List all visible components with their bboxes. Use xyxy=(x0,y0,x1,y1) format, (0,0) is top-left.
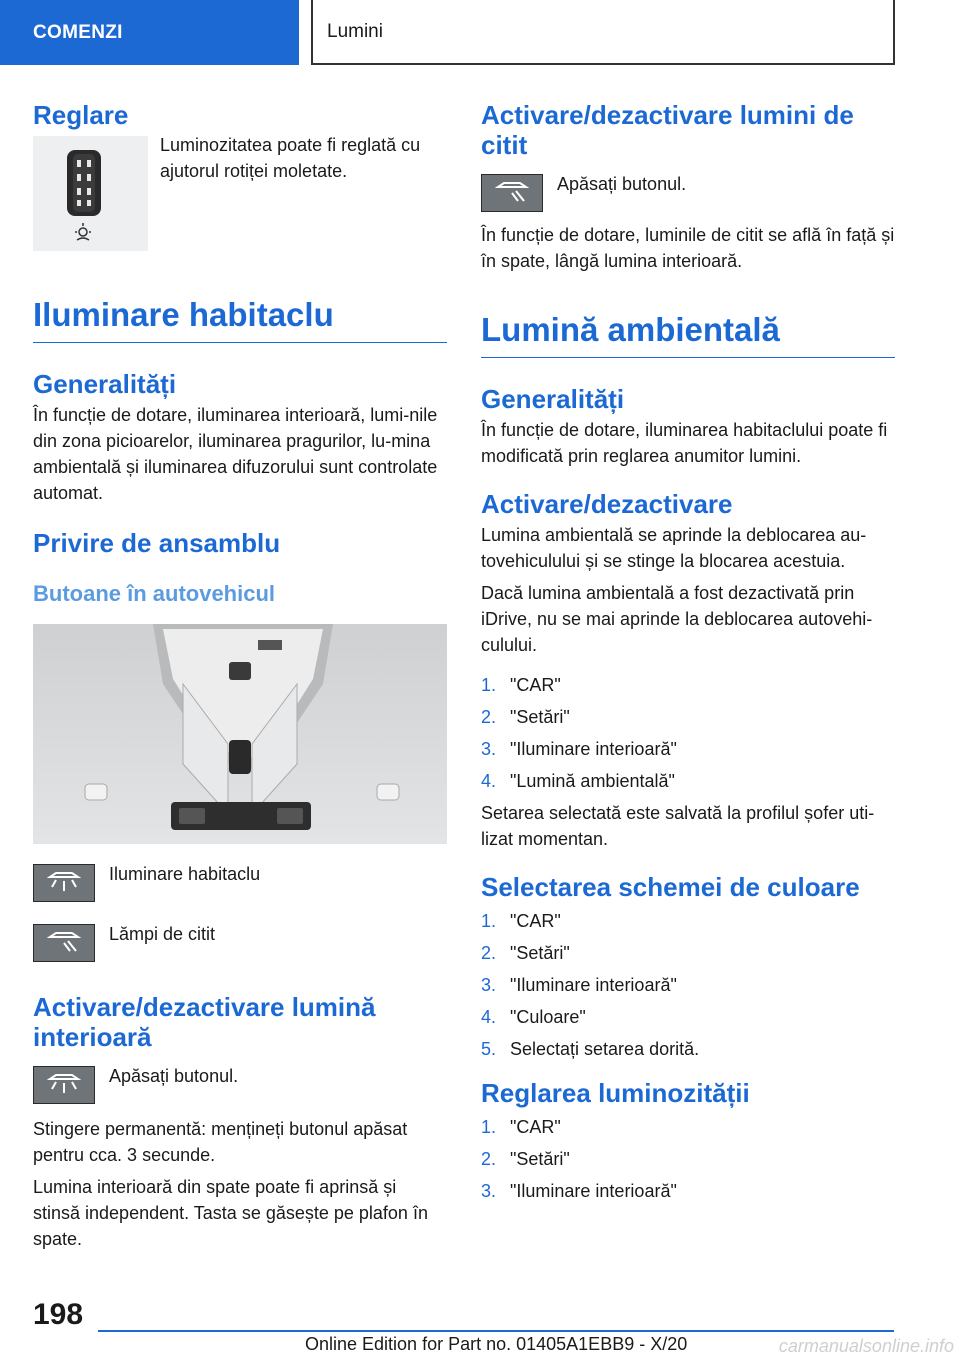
footer-edition: Online Edition for Part no. 01405A1EBB9 - X/20 xyxy=(305,1334,688,1354)
step-number: 3. xyxy=(481,739,497,759)
heading-privire: Privire de ansamblu xyxy=(33,528,281,558)
step-text: "CAR" xyxy=(510,675,561,695)
setarea-text: Setarea selectată este salvată la profilul șofer uti-lizat momentan. xyxy=(481,803,875,849)
list-item xyxy=(481,1036,895,1062)
list-item xyxy=(481,704,895,730)
button-row-iluminare xyxy=(33,864,447,902)
button-row-citit-right xyxy=(481,174,895,212)
list-item xyxy=(481,736,895,762)
right-column xyxy=(481,100,895,1210)
watermark: carmanualsonline.info xyxy=(778,1336,954,1356)
heading-reglare-luminozitate: Reglarea luminozității xyxy=(481,1078,750,1108)
ambient-generalitati-text: În funcție de dotare, iluminarea habitaclului poate fi modificată prin reglarea anumitor lumini. xyxy=(481,420,888,466)
step-text: "Lumină ambientală" xyxy=(510,771,675,791)
heading-activare-interioara: Activare/dezactivare lumină interioară xyxy=(33,992,376,1052)
list-item xyxy=(481,972,895,998)
list-item xyxy=(481,1146,895,1172)
interior-light-button[interactable] xyxy=(33,864,95,902)
chapter-title: Lumini xyxy=(327,20,383,42)
step-number: 4. xyxy=(481,1007,497,1027)
ceiling-console-image xyxy=(33,624,447,844)
btn-citit-label: Lămpi de citit xyxy=(109,924,216,944)
thumbwheel-icon xyxy=(33,136,148,251)
steps-ambient-list xyxy=(481,672,895,794)
reading-light-icon xyxy=(492,181,532,205)
step-number: 3. xyxy=(481,1181,497,1201)
step-number: 1. xyxy=(481,675,497,695)
reading-light-button-2[interactable] xyxy=(481,174,543,212)
step-number: 4. xyxy=(481,771,497,791)
list-item xyxy=(481,1004,895,1030)
step-text: "Iluminare interioară" xyxy=(510,1181,677,1201)
step-text: "CAR" xyxy=(510,911,561,931)
citit-btn-label: Apăsați butonul. xyxy=(557,174,687,194)
reglare-block xyxy=(33,136,447,251)
list-item xyxy=(481,768,895,794)
overhead-console-icon xyxy=(33,624,447,844)
heading-lumini-citit: Activare/dezactivare lumini de citit xyxy=(481,100,854,160)
generalitati-text: În funcție de dotare, iluminarea interioară, lumi-nile din zona picioarelor, iluminarea pragurilor, lu-mina ambientală și iluminarea difuzorului sunt controlate automat. xyxy=(33,405,438,503)
step-text: Selectați setarea dorită. xyxy=(510,1039,700,1059)
interior-light-button-2[interactable] xyxy=(33,1066,95,1104)
step-text: "Iluminare interioară" xyxy=(510,975,677,995)
reading-light-icon xyxy=(44,931,84,955)
step-number: 2. xyxy=(481,707,497,727)
btn-iluminare-label: Iluminare habitaclu xyxy=(109,864,261,884)
step-text: "Iluminare interioară" xyxy=(510,739,677,759)
reading-light-button[interactable] xyxy=(33,924,95,962)
activare-text-2: Dacă lumina ambientală a fost dezactivată prin iDrive, nu se mai aprinde la deblocarea autovehi-culului. xyxy=(481,583,873,655)
heading-generalitati: Generalități xyxy=(33,369,177,399)
list-item xyxy=(481,940,895,966)
reglare-text: Luminozitatea poate fi reglată cu ajutorul rotiței moletate. xyxy=(160,135,421,181)
steps-culoare-list xyxy=(481,908,895,1062)
heading-butoane: Butoane în autovehicul xyxy=(33,581,276,606)
section-title: COMENZI xyxy=(33,21,123,43)
step-number: 2. xyxy=(481,943,497,963)
step-text: "CAR" xyxy=(510,1117,561,1137)
step-number: 1. xyxy=(481,1117,497,1137)
activare-text-1: Lumina ambientală se aprinde la deblocarea au-tovehiculului și se stinge la blocarea acestuia. xyxy=(481,525,867,571)
heading-lumina-ambientala: Lumină ambientală xyxy=(481,310,895,358)
interior-light-icon xyxy=(44,871,84,895)
step-number: 1. xyxy=(481,911,497,931)
list-item xyxy=(481,908,895,934)
heading-reglare: Reglare xyxy=(33,100,129,130)
spate-text: Lumina interioară din spate poate fi aprinsă și stinsă independent. Tasta se găsește pe plafon în spate. xyxy=(33,1177,428,1249)
list-item xyxy=(481,672,895,698)
heading-iluminare-habitaclu: Iluminare habitaclu xyxy=(33,295,447,343)
step-text: "Setări" xyxy=(510,1149,570,1169)
list-item xyxy=(481,1114,895,1140)
stingere-text: Stingere permanentă: mențineți butonul apăsat pentru cca. 3 secunde. xyxy=(33,1119,408,1165)
activare-btn-label: Apăsați butonul. xyxy=(109,1066,239,1086)
thumbwheel-image xyxy=(33,136,148,251)
list-item xyxy=(481,1178,895,1204)
heading-generalitati-ambient: Generalități xyxy=(481,384,625,414)
step-text: "Setări" xyxy=(510,943,570,963)
step-number: 2. xyxy=(481,1149,497,1169)
button-row-citit xyxy=(33,924,447,962)
step-text: "Setări" xyxy=(510,707,570,727)
steps-luminozitate-list xyxy=(481,1114,895,1204)
page-number: 198 xyxy=(33,1298,84,1331)
step-text: "Culoare" xyxy=(510,1007,586,1027)
left-column xyxy=(33,100,447,1252)
step-number: 3. xyxy=(481,975,497,995)
button-row-activare xyxy=(33,1066,447,1104)
section-tab xyxy=(0,0,299,65)
heading-schema-culoare: Selectarea schemei de culoare xyxy=(481,872,860,902)
heading-activare-ambient: Activare/dezactivare xyxy=(481,489,733,519)
citit-text: În funcție de dotare, luminile de citit se află în față și în spate, lângă lumina interioară. xyxy=(481,225,895,271)
interior-light-icon xyxy=(44,1073,84,1097)
step-number: 5. xyxy=(481,1039,497,1059)
chapter-header xyxy=(311,0,895,65)
footer-divider xyxy=(98,1330,894,1332)
